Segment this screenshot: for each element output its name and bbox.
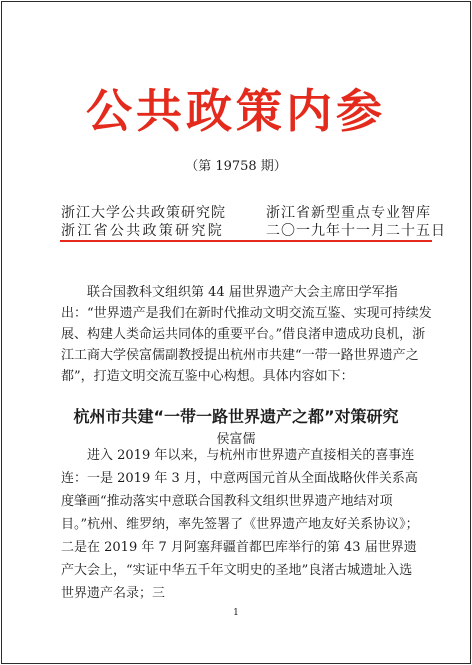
page-number: 1 — [233, 608, 239, 618]
org-right-line1: 浙江省新型重点专业智库 — [266, 205, 431, 221]
intro-paragraph — [61, 282, 433, 387]
issue-number: （第 19758 期） — [185, 159, 287, 174]
intro-text: 联合国教科文组织第 44 届世界遗产大会主席田学军指出：“世界遗产是我们在新时代推动文明交流互鉴、实现可持续发展、构建人类命运共同体的重要平台。”借良渚申遗成功良机，浙江工商大学侯富儒副教授提出杭州市共建“一带一路世界遗产之都”，打造文明交流互鉴中心构想。具体内容如下： — [61, 285, 432, 384]
article-paragraph: 进入 2019 年以来，与杭州市世界遗产直接相关的喜事连连：一是 2019 年 3 月，中意两国元首从全面战略伙伴关系高度肇画“推动落实中意联合国教科文组织世界遗产地结对项目。”杭州、维罗纳，率先签署了《世界遗产地友好关系协议》；二是在 2019 年 7 月阿塞拜疆首都巴库举行的第 43 届世界遗产大会上，“实证中华五千年文明史的圣地”良渚古城遗址入选世界遗产名录；三 — [61, 448, 419, 601]
article-body — [61, 444, 421, 605]
org-left-line2: 浙江省公共政策研究院 — [61, 223, 224, 239]
header-divider — [60, 240, 432, 242]
article-title: 杭州市共建“一带一路世界遗产之都”对策研究 — [73, 407, 399, 426]
document-title: 公共政策内参 — [86, 84, 386, 138]
org-left-line1: 浙江大学公共政策研究院 — [61, 205, 226, 221]
publish-date: 二〇一九年十一月二十五日 — [266, 223, 446, 239]
article-author: 侯富儒 — [216, 432, 256, 447]
